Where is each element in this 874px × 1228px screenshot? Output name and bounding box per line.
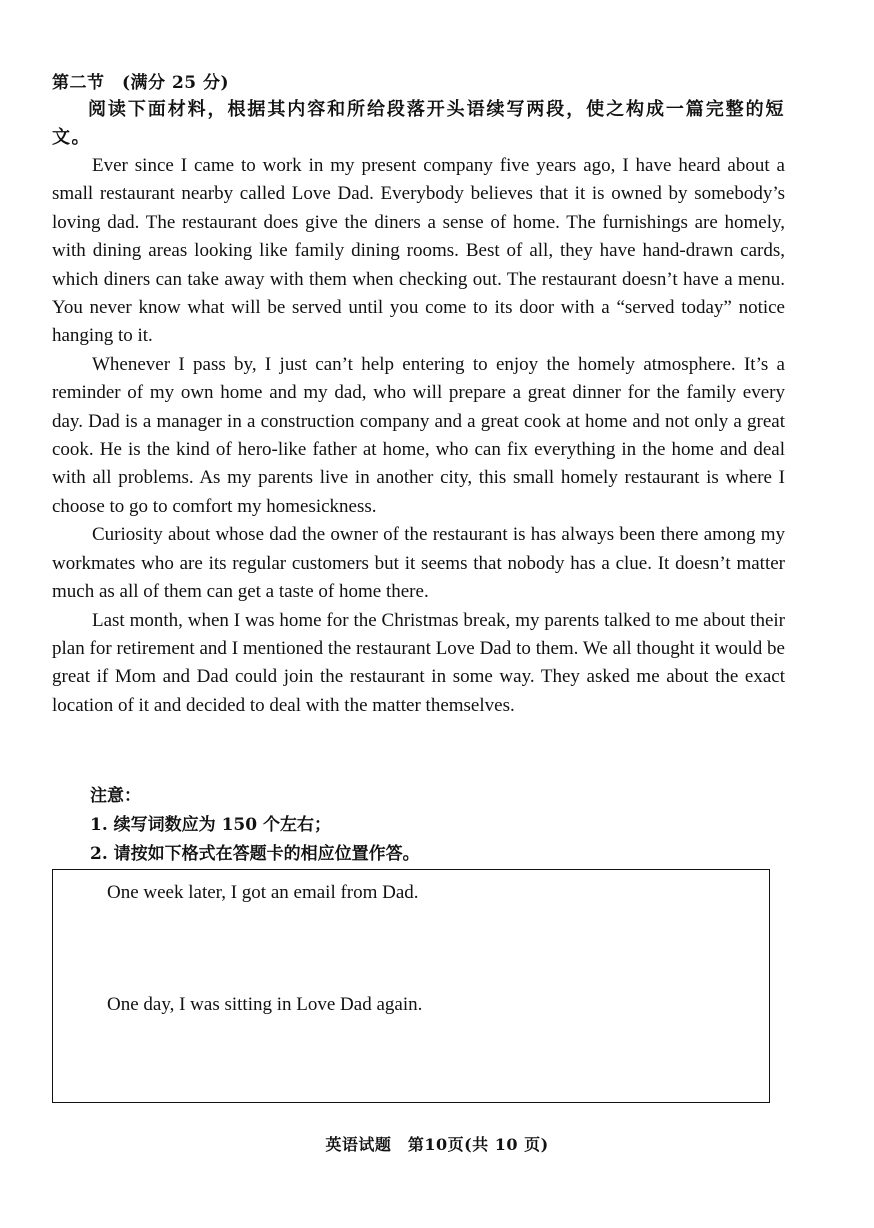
passage-paragraph-1: Ever since I came to work in my present company five years ago, I have heard about a small restaurant nearby called Love Dad. Everybody believes that it is owned by somebody’s loving dad. The restaurant does give the diners a sense of home. The furnishings are homely, with dining areas looking like family dining rooms. Best of all, they have hand-drawn cards, which diners can take away with them when checking out. The restaurant doesn’t have a menu. You never know what will be served until you come to its door with a “served today” notice hanging to it. [52, 155, 785, 347]
notes-heading: 注意： [90, 786, 141, 806]
note-item-format: 2. 请按如下格式在答题卡的相应位置作答。 [90, 844, 420, 864]
section-title: 第二节 (满分 25 分) [52, 73, 230, 93]
paragraph-starter-1: One week later, I got an email from Dad. [107, 882, 419, 903]
note-item-word-count: 1. 续写词数应为 150 个左右； [90, 815, 331, 835]
page-footer: 英语试题 第10页(共 10 页) [325, 1135, 549, 1154]
answer-box [52, 869, 770, 1103]
notes-section [90, 782, 420, 869]
paragraph-starter-2: One day, I was sitting in Love Dad again. [107, 994, 423, 1015]
reading-passage [52, 152, 785, 720]
passage-paragraph-4: Last month, when I was home for the Christmas break, my parents talked to me about their plan for retirement and I mentioned the restaurant Love Dad to them. We all thought it would be great if Mom and Dad could join the restaurant in some way. They asked me about the exact location of it and decided to deal with the matter themselves. [52, 609, 785, 716]
task-instruction: 阅读下面材料，根据其内容和所给段落开头语续写两段，使之构成一篇完整的短文。 [52, 99, 785, 148]
passage-paragraph-3: Curiosity about whose dad the owner of the restaurant is has always been there among my workmates who are its regular customers but it seems that nobody has a clue. It doesn’t matter much as all of them can get a taste of home there. [52, 524, 785, 603]
passage-paragraph-2: Whenever I pass by, I just can’t help entering to enjoy the homely atmosphere. It’s a reminder of my own home and my dad, who will prepare a great dinner for the family every day. Dad is a manager in a construction company and a great cook at home and not only a great cook. He is the kind of hero-like father at home, who can fix everything in the home and deal with all problems. As my parents live in another city, this small homely restaurant is where I choose to go to comfort my homesickness. [52, 353, 785, 517]
